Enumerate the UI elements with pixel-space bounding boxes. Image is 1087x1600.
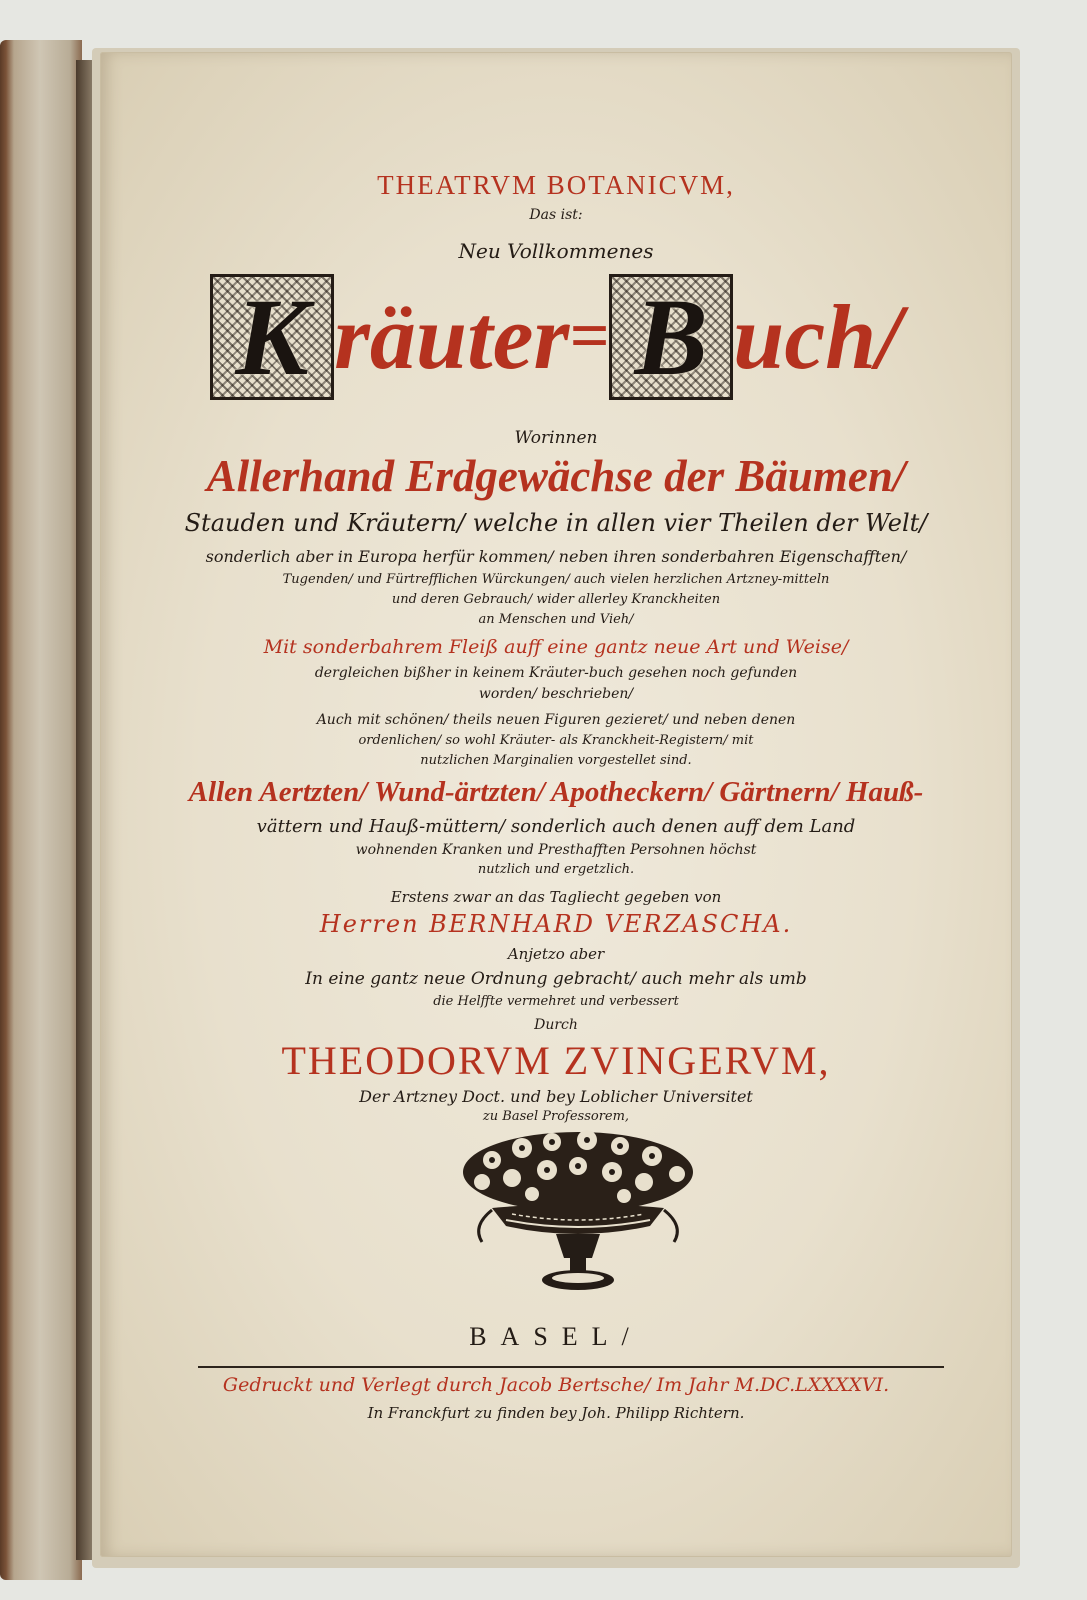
worden-line: worden/ beschrieben/ [478, 686, 634, 702]
adjacent-book-spine [0, 40, 82, 1580]
auch-line: Auch mit schönen/ theils neuen Figuren gezieret/ und neben denen [316, 712, 796, 728]
helffte-line: die Helffte vermehret und verbessert [433, 994, 679, 1009]
stauden-line: Stauden und Kräutern/ welche in allen vier Theilen der Welt/ [184, 509, 928, 537]
menschen-line: an Menschen und Vieh/ [478, 612, 634, 627]
main-title-part-1: räuter [334, 286, 570, 388]
vattern-line: vättern und Hauß-müttern/ sonderlich auch denen auff dem Land [256, 816, 856, 837]
worinnen: Worinnen [514, 428, 598, 448]
main-title [100, 274, 1012, 414]
fleiss-line: Mit sonderbahrem Fleiß auff eine gantz neue Art und Weise/ [263, 636, 849, 658]
main-title-hyphen: = [569, 298, 610, 375]
place-basel: BASEL/ [469, 1322, 643, 1351]
das-ist: Das ist: [529, 207, 583, 223]
allerhand-line: Allerhand Erdgewächse der Bäumen/ [206, 451, 906, 501]
imprint-rule [198, 1366, 944, 1368]
author-name: THEODORVM ZVINGERVM, [281, 1038, 831, 1083]
latin-title: THEATRVM BOTANICVM, [377, 170, 735, 200]
decorated-initial-k: K [210, 274, 334, 400]
deren-line: und deren Gebrauch/ wider allerley Kranckheiten [391, 592, 721, 607]
sonderlich-line: sonderlich aber in Europa herfür kommen/ neben ihren sonderbahren Eigenschafften/ [205, 547, 907, 566]
nutzlichen-line: nutzlichen Marginalien vorgestellet sind. [420, 753, 692, 768]
herren-line: Herren BERNHARD VERZASCHA. [319, 910, 793, 938]
flower-vase-woodcut-icon [452, 1130, 704, 1300]
main-title-part-2: uch/ [733, 286, 902, 388]
der-artzney-line: Der Artzney Doct. und bey Loblicher Universitet [359, 1087, 753, 1106]
anjetzo-line: Anjetzo aber [507, 945, 605, 963]
frankfurt-line: In Franckfurt zu finden bey Joh. Philipp Richtern. [367, 1404, 745, 1422]
dergleichen-line: dergleichen bißher in keinem Kräuter-buch gesehen noch gefunden [314, 665, 798, 681]
allen-line: Allen Aertzten/ Wund-ärtzten/ Apotheckern/ Gärtnern/ Hauß- [188, 776, 924, 808]
wohnenden-line: wohnenden Kranken und Presthafften Persohnen höchst [355, 842, 757, 858]
tugenden-line: Tugenden/ und Fürtrefflichen Würckungen/ auch vielen herzlichen Artzney-mitteln [282, 572, 830, 587]
title-page [100, 52, 1012, 1557]
gedruckt-line: Gedruckt und Verlegt durch Jacob Bertsche/ Im Jahr M.DC.LXXXXVI. [222, 1374, 890, 1396]
zu-basel-line: zu Basel Professorem, [482, 1109, 630, 1124]
ordenlichen-line: ordenlichen/ so wohl Kräuter- als Kranckheit-Registern/ mit [358, 733, 754, 748]
decorated-initial-b: B [609, 274, 733, 400]
nutzlich-line: nutzlich und ergetzlich. [477, 862, 635, 877]
in-eine-line: In eine gantz neue Ordnung gebracht/ auch mehr als umb [305, 969, 807, 989]
erstens-line: Erstens zwar an das Tagliecht gegeben von [390, 888, 722, 906]
neu-vollkommenes: Neu Vollkommenes [458, 239, 654, 263]
durch-line: Durch [534, 1017, 578, 1033]
